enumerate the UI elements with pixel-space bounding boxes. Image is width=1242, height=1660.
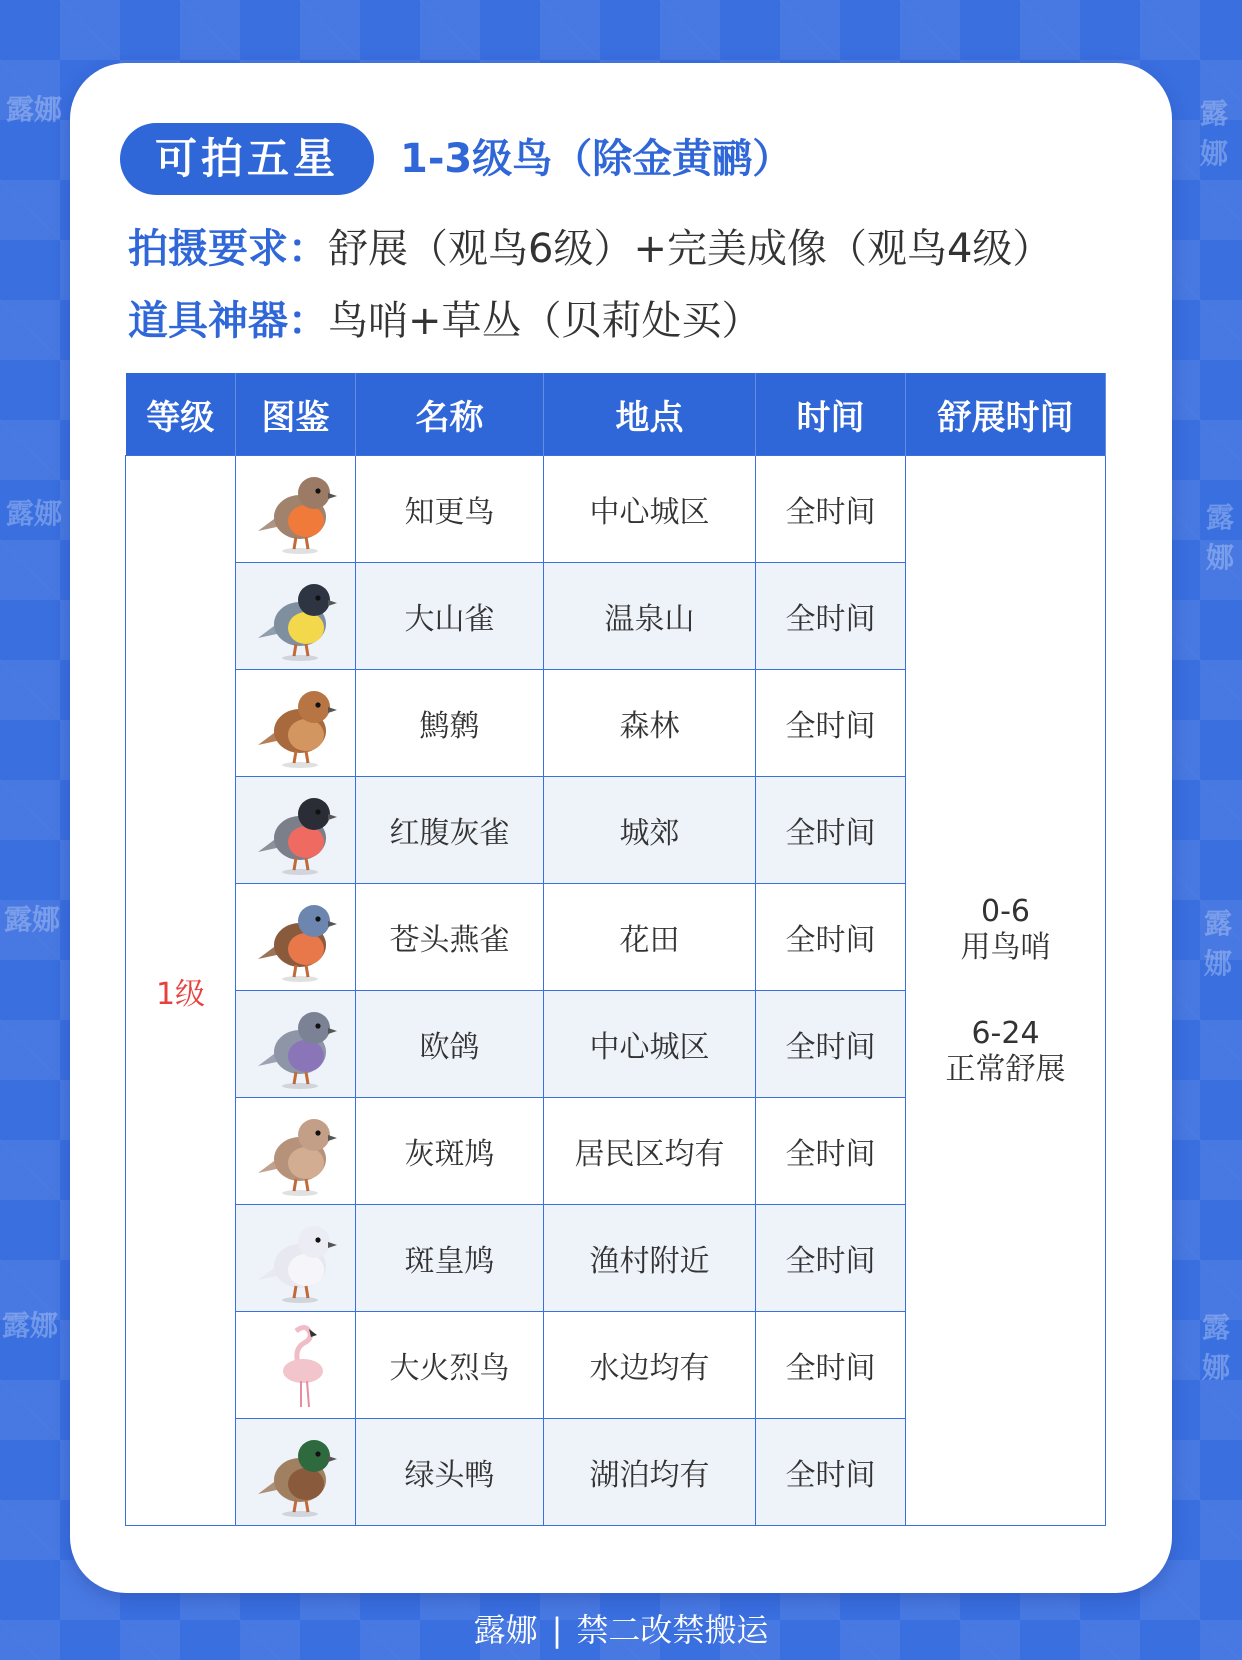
watermark: 露娜 xyxy=(1204,907,1233,980)
bird-time: 全时间 xyxy=(756,1098,906,1205)
robin-icon xyxy=(236,461,355,557)
bird-icon-cell xyxy=(236,777,356,884)
bird-icon-cell xyxy=(236,563,356,670)
bird-icon-cell xyxy=(236,670,356,777)
footer-author: 露娜 xyxy=(473,1611,538,1649)
shoot-requirement xyxy=(128,219,1052,279)
stretch-time-cell xyxy=(906,456,1106,1526)
page-subtitle: 1-3级鸟（除金黄鹂） xyxy=(400,136,793,182)
watermark: 露娜 xyxy=(2,1309,59,1342)
bird-location: 渔村附近 xyxy=(544,1205,756,1312)
stretch-block-whistle xyxy=(906,894,1105,966)
watermark: 露娜 xyxy=(1206,501,1235,574)
tool-requirement-label: 道具神器： xyxy=(128,298,328,344)
bird-time: 全时间 xyxy=(756,777,906,884)
bullfinch-icon xyxy=(236,782,355,878)
pied-imperial-pigeon-icon xyxy=(236,1210,355,1306)
header-time: 时间 xyxy=(756,373,906,456)
bird-icon-cell xyxy=(236,884,356,991)
level-cell: 1级 xyxy=(126,456,236,1526)
bird-time: 全时间 xyxy=(756,1419,906,1526)
watermark: 露娜 xyxy=(1200,97,1229,170)
bird-icon-cell xyxy=(236,991,356,1098)
header-stretch-time: 舒展时间 xyxy=(906,373,1106,456)
bird-location: 花田 xyxy=(544,884,756,991)
watermark: 露娜 xyxy=(4,903,61,936)
bird-icon-cell xyxy=(236,1098,356,1205)
header-level: 等级 xyxy=(126,373,236,456)
stretch-note-1: 用鸟哨 xyxy=(960,929,1051,965)
bird-name: 苍头燕雀 xyxy=(356,884,544,991)
stretch-block-normal xyxy=(906,1016,1105,1088)
footer-notice: 禁二改禁搬运 xyxy=(576,1611,769,1649)
bird-location: 温泉山 xyxy=(544,563,756,670)
bird-time: 全时间 xyxy=(756,456,906,563)
bird-table xyxy=(125,373,1106,1526)
bird-location: 居民区均有 xyxy=(544,1098,756,1205)
bird-name: 知更鸟 xyxy=(356,456,544,563)
tool-requirement xyxy=(128,291,762,351)
bird-location: 森林 xyxy=(544,670,756,777)
header-location: 地点 xyxy=(544,373,756,456)
mallard-icon xyxy=(236,1424,355,1520)
watermark: 露娜 xyxy=(6,497,63,530)
bird-time: 全时间 xyxy=(756,991,906,1098)
stretch-note-2: 正常舒展 xyxy=(945,1051,1066,1087)
header-name: 名称 xyxy=(356,373,544,456)
bird-name: 欧鸽 xyxy=(356,991,544,1098)
bird-location: 中心城区 xyxy=(544,991,756,1098)
footer xyxy=(0,1608,1242,1652)
stretch-range-2: 6-24 xyxy=(971,1015,1040,1051)
bird-name: 鹪鹩 xyxy=(356,670,544,777)
table-row xyxy=(126,456,1106,563)
great-tit-icon xyxy=(236,568,355,664)
content-card xyxy=(70,63,1172,1593)
chaffinch-icon xyxy=(236,889,355,985)
header-icon: 图鉴 xyxy=(236,373,356,456)
bird-time: 全时间 xyxy=(756,1312,906,1419)
table-header-row xyxy=(126,373,1106,456)
bird-name: 灰斑鸠 xyxy=(356,1098,544,1205)
bird-location: 湖泊均有 xyxy=(544,1419,756,1526)
bird-location: 城郊 xyxy=(544,777,756,884)
stock-dove-icon xyxy=(236,996,355,1092)
wren-icon xyxy=(236,675,355,771)
bird-name: 大火烈鸟 xyxy=(356,1312,544,1419)
watermark: 露娜 xyxy=(6,93,63,126)
tool-requirement-value: 鸟哨+草丛（贝莉处买） xyxy=(328,298,762,344)
bird-name: 斑皇鸠 xyxy=(356,1205,544,1312)
bird-time: 全时间 xyxy=(756,1205,906,1312)
shoot-requirement-value: 舒展（观鸟6级）+完美成像（观鸟4级） xyxy=(328,226,1053,272)
watermark: 露娜 xyxy=(1202,1311,1231,1384)
bird-icon-cell xyxy=(236,1419,356,1526)
bird-icon-cell xyxy=(236,456,356,563)
bird-name: 大山雀 xyxy=(356,563,544,670)
title-badge: 可拍五星 xyxy=(120,123,374,195)
bird-icon-cell xyxy=(236,1205,356,1312)
footer-separator: | xyxy=(551,1611,563,1649)
bird-location: 水边均有 xyxy=(544,1312,756,1419)
flamingo-icon xyxy=(236,1317,355,1413)
stretch-range-1: 0-6 xyxy=(981,893,1030,929)
bird-location: 中心城区 xyxy=(544,456,756,563)
shoot-requirement-label: 拍摄要求： xyxy=(128,226,328,272)
bird-time: 全时间 xyxy=(756,670,906,777)
bird-name: 红腹灰雀 xyxy=(356,777,544,884)
bird-name: 绿头鸭 xyxy=(356,1419,544,1526)
collared-dove-icon xyxy=(236,1103,355,1199)
bird-time: 全时间 xyxy=(756,884,906,991)
bird-icon-cell xyxy=(236,1312,356,1419)
bird-time: 全时间 xyxy=(756,563,906,670)
